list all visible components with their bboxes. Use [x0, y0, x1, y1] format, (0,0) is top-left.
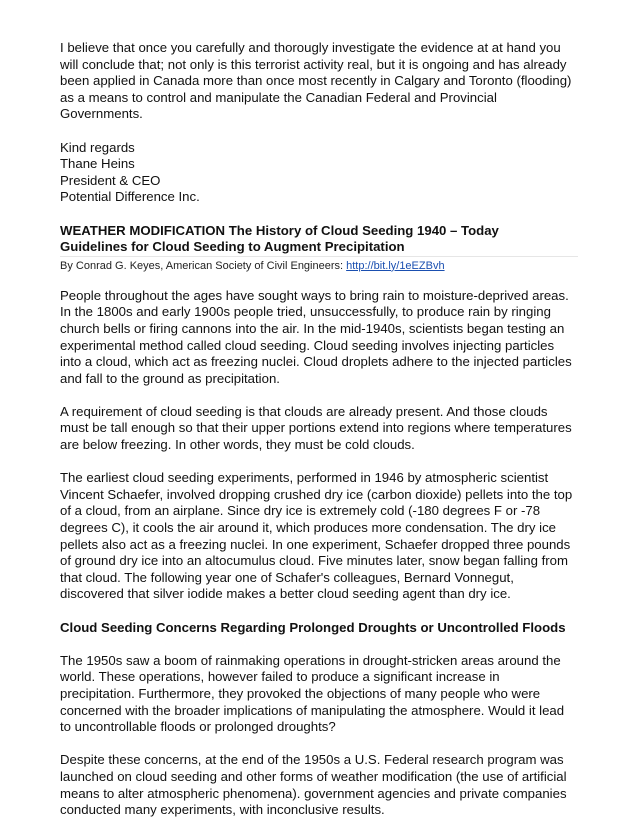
article-paragraph-4: The 1950s saw a boom of rainmaking operations in drought-stricken areas around the world. These operations, however failed to produce a significant increase in precipitation. Furthermore, they provoked the objections of many people who were concerned with the broader implications of manipulating the atmosphere. Would it lead to uncontrollable floods or prolonged droughts? [60, 652, 565, 735]
article-paragraph-3: The earliest cloud seeding experiments, performed in 1946 by atmospheric scientist Vincent Schaefer, involved dropping crushed dry ice (carbon dioxide) pellets into the top of a cloud, from an airplane. Since dry ice is extremely cold (-180 degrees F or -78 degrees C), it cools the air around it, which produces more condensation. The dry ice pellets also act as a freezing nuclei. In one experiment, Schaefer dropped three pounds of ground dry ice into an altocumulus cloud. Five minutes later, snow began falling from that cloud. The following year one of Schafer's colleagues, Bernard Vonnegut, discovered that silver iodide makes a better cloud seeding agent than dry ice. [60, 470, 573, 602]
signoff-block [60, 140, 578, 206]
author-title: President & CEO [60, 172, 161, 188]
article-title [60, 223, 578, 256]
byline [60, 256, 578, 274]
article-paragraph-5: Despite these concerns, at the end of the 1950s a U.S. Federal research program was launched on cloud seeding and other forms of weather modification (the use of artificial means to alter atmospheric phenomena). government agencies and private companies conducted many experiments, with inconclusive results. [60, 752, 567, 818]
article-title-line1: WEATHER MODIFICATION The History of Cloud Seeding 1940 – Today [60, 222, 499, 238]
article-paragraph-1: People throughout the ages have sought ways to bring rain to moisture-deprived areas. In the 1800s and early 1900s people tried, unsuccessfully, to produce rain by ringing church bells or firing cannons into the air. In the mid-1940s, scientists began testing an experimental method called cloud seeding. Cloud seeding involves injecting particles into a cloud, which act as freezing nuclei. Cloud droplets adhere to the injected particles and fall to the ground as precipitation. [60, 287, 572, 386]
article-paragraph-2: A requirement of cloud seeding is that clouds are already present. And those clouds must be tall enough so that their upper portions extend into regions where temperatures are below freezing. In other words, they must be cold clouds. [60, 403, 572, 453]
author-company: Potential Difference Inc. [60, 189, 200, 205]
byline-text: By Conrad G. Keyes, American Society of Civil Engineers: [60, 259, 347, 272]
byline-link[interactable]: http://bit.ly/1eEZBvh [346, 259, 445, 272]
section-subheading: Cloud Seeding Concerns Regarding Prolonged Droughts or Uncontrolled Floods [60, 619, 566, 635]
closing-text: Kind regards [60, 139, 135, 155]
author-name: Thane Heins [60, 156, 135, 172]
intro-paragraph: I believe that once you carefully and thorougly investigate the evidence at at hand you will conclude that; not only is this terrorist activity real, but it is ongoing and has already been applied in Canada more than once most recently in Calgary and Toronto (flooding) as a means to control and manipulate the Canadian Federal and Provincial Governments. [60, 40, 572, 122]
article-title-line2: Guidelines for Cloud Seeding to Augment Precipitation [60, 239, 405, 255]
